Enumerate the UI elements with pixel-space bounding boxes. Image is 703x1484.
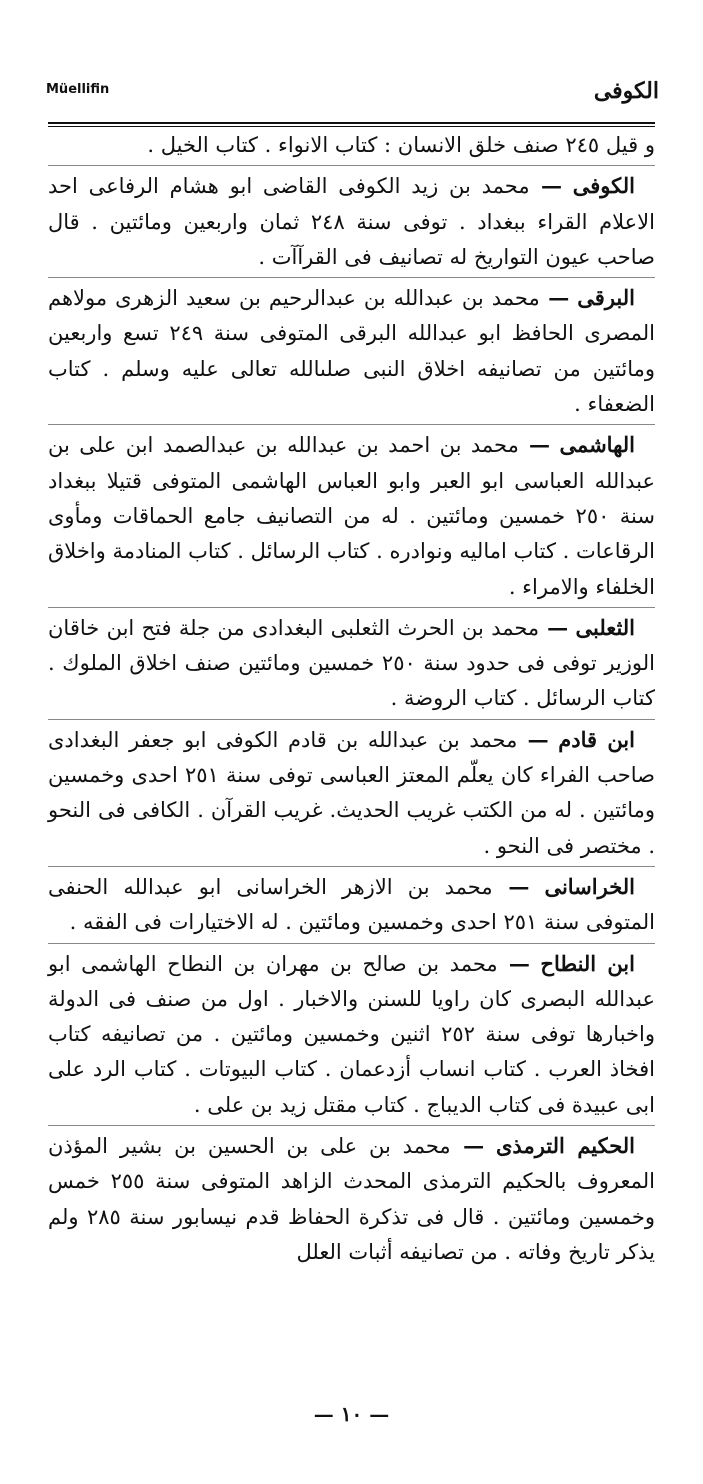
entry-continuation <box>48 128 655 163</box>
entry-text: محمد بن على بن الحسين بن بشير المؤذن المعروف بالحكيم الترمذى المحدث الزاهد المتوفى سنة ٢٥٥ خمس وخمسين ومائتين . قال فى تذكرة الحفاظ قدم نيسابور سنة ٢٨٥ ولم يذكر تاريخ وفاته . من تصانيفه أثبات العلل <box>48 1134 655 1264</box>
entry: الكوفى — محمد بن زيد الكوفى القاضى ابو هشام الرفاعى احد الاعلام القراء ببغداد . توفى سنة ٢٤٨ ثمان واربعين ومائتين . قال صاحب عيون التواريخ له تصانيف فى القرآآت . <box>48 165 655 275</box>
entry: الهاشمى — محمد بن احمد بن عبدالله بن عبدالصمد ابن على بن عبدالله العباسى ابو العبر وابو العباس الهاشمى المتوفى قتيلا ببغداد سنة ٢٥٠ خمسين ومائتين . له من التصانيف جامع الحماقات ومأوى الرقاعات . كتاب اماليه ونوادره . كتاب الرسائل . كتاب المنادمة واخلاق الخلفاء والامراء . <box>48 424 655 604</box>
page-number: — ١٠ — <box>313 1402 390 1426</box>
entry-head: الهاشمى <box>559 432 635 458</box>
entry: الثعلبى — محمد بن الحرث الثعلبى البغدادى من جلة فتح ابن خاقان الوزير توفى فى حدود سنة ٢٥٠ خمسين ومائتين صنف اخلاق الملوك . كتاب الرسائل . كتاب الروضة . <box>48 607 655 717</box>
entry: ابن قادم — محمد بن عبدالله بن قادم الكوفى ابو جعفر البغدادى صاحب الفراء كان يعلّم المعتز العباسى توفى سنة ٢٥١ احدى وخمسين ومائتين . له من الكتب غريب الحديث. غريب القرآن . الكافى فى النحو . مختصر فى النحو . <box>48 719 655 864</box>
entry-text: محمد بن احمد بن عبدالله بن عبدالصمد ابن على بن عبدالله العباسى ابو العبر وابو العباس الهاشمى المتوفى قتيلا ببغداد سنة ٢٥٠ خمسين ومائتين . له من التصانيف جامع الحماقات ومأوى الرقاعات . كتاب اماليه ونوادره . كتاب الرسائل . كتاب المنادمة واخلاق الخلفاء والامراء . <box>48 433 655 599</box>
entry: الخراسانى — محمد بن الازهر الخراسانى ابو عبدالله الحنفى المتوفى سنة ٢٥١ احدى وخمسين ومائتين . له الاختيارات فى الفقه . <box>48 866 655 941</box>
header-right-label: الكوفى <box>593 78 659 104</box>
entry-text: محمد بن زيد الكوفى القاضى ابو هشام الرفاعى احد الاعلام القراء ببغداد . توفى سنة ٢٤٨ ثمان واربعين ومائتين . قال صاحب عيون التواريخ له تصانيف فى القرآآت . <box>48 174 655 269</box>
entry: البرقى — محمد بن عبدالله بن عبدالرحيم بن سعيد الزهرى مولاهم المصرى الحافظ ابو عبدالله البرقى المتوفى سنة ٢٤٩ تسع واربعين ومائتين من تصانيفه اخلاق النبى صلىالله تعالى عليه وسلم . كتاب الضعفاء . <box>48 277 655 422</box>
entry: الحكيم الترمذى — محمد بن على بن الحسين بن بشير المؤذن المعروف بالحكيم الترمذى المحدث الزاهد المتوفى سنة ٢٥٥ خمس وخمسين ومائتين . قال فى تذكرة الحفاظ قدم نيسابور سنة ٢٨٥ ولم يذكر تاريخ وفاته . من تصانيفه أثبات العلل <box>48 1125 655 1270</box>
entry-text: محمد بن عبدالله بن عبدالرحيم بن سعيد الزهرى مولاهم المصرى الحافظ ابو عبدالله البرقى المتوفى سنة ٢٤٩ تسع واربعين ومائتين من تصانيفه اخلاق النبى صلىالله تعالى عليه وسلم . كتاب الضعفاء . <box>48 286 655 417</box>
entry-text: محمد بن الحرث الثعلبى البغدادى من جلة فتح ابن خاقان الوزير توفى فى حدود سنة ٢٥٠ خمسين ومائتين صنف اخلاق الملوك . كتاب الرسائل . كتاب الروضة . <box>48 615 655 711</box>
entry: ابن النطاح — محمد بن صالح بن مهران بن النطاح الهاشمى ابو عبدالله البصرى كان راويا للسنن والاخبار . اول من صنف فى الدولة واخبارها توفى سنة ٢٥٢ اثنين وخمسين ومائتين . من تصانيفه كتاب افخاذ العرب . كتاب انساب أزدعمان . كتاب البيوتات . كتاب الرد على ابى عبيدة فى كتاب الديباج . كتاب مقتل زيد بن على . <box>48 943 655 1123</box>
entry-text: محمد بن عبدالله بن قادم الكوفى ابو جعفر البغدادى صاحب الفراء كان يعلّم المعتز العباسى توفى سنة ٢٥١ احدى وخمسين ومائتين . له من الكتب غريب الحديث. غريب القرآن . الكافى فى النحو . مختصر فى النحو . <box>48 727 655 858</box>
entry-text: محمد بن صالح بن مهران بن النطاح الهاشمى ابو عبدالله البصرى كان راويا للسنن والاخبار . اول من صنف فى الدولة واخبارها توفى سنة ٢٥٢ اثنين وخمسين ومائتين . من تصانيفه كتاب افخاذ العرب . كتاب انساب أزدعمان . كتاب البيوتات . كتاب الرد على ابى عبيدة فى كتاب الديباج . كتاب مقتل زيد بن على . <box>48 951 655 1117</box>
entry-head: الخراسانى <box>544 873 635 899</box>
text-body <box>48 128 655 1374</box>
running-header <box>20 80 683 116</box>
entry-text: محمد بن الازهر الخراسانى ابو عبدالله الحنفى المتوفى سنة ٢٥١ احدى وخمسين ومائتين . له الاختيارات فى الفقه . <box>48 874 655 935</box>
entry-head: ابن قادم <box>558 726 635 752</box>
entry-text: و قيل ٢٤٥ صنف خلق الانسان : كتاب الانواء . كتاب الخيل . <box>147 133 655 157</box>
entry-head: الثعلبى <box>575 614 636 640</box>
entry-head: الكوفى <box>572 173 635 199</box>
entry-head: الحكيم الترمذى <box>495 1133 636 1159</box>
entry-head: البرقى <box>577 285 635 311</box>
entry-head: ابن النطاح <box>540 950 635 976</box>
header-left-label: Müellifin <box>46 82 110 97</box>
header-rule <box>48 122 655 127</box>
